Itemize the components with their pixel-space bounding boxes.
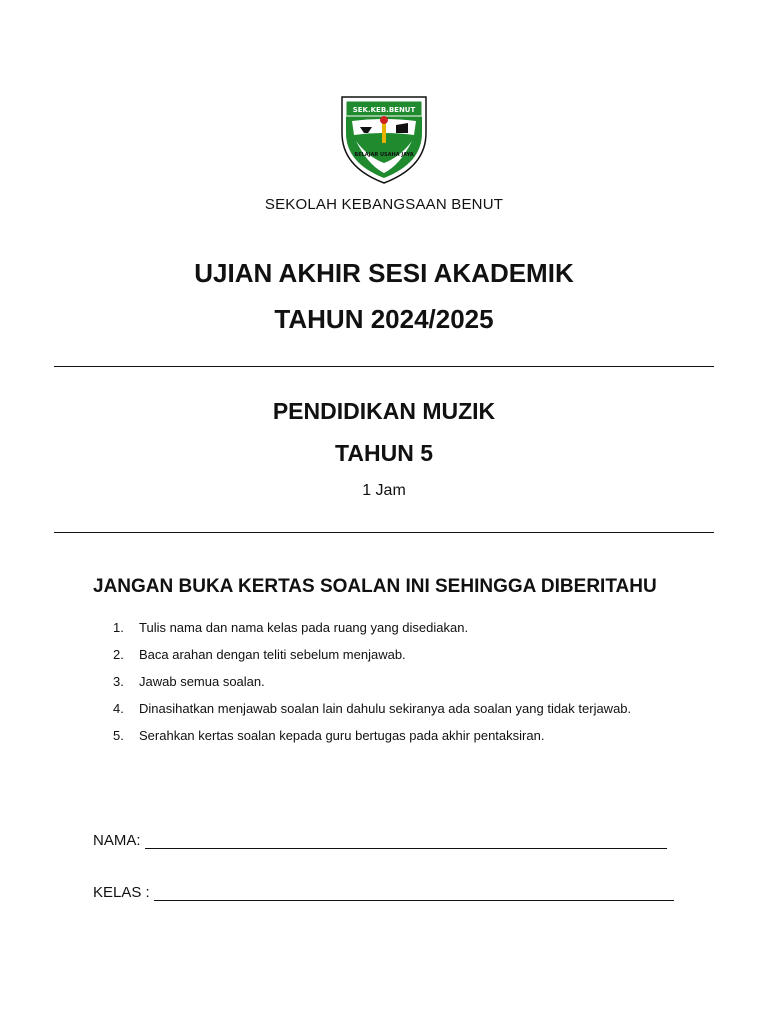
kelas-write-line[interactable] xyxy=(154,886,674,901)
kelas-field xyxy=(93,884,674,901)
instruction-number: 1. xyxy=(113,620,124,635)
school-name: SEKOLAH KEBANGSAAN BENUT xyxy=(264,196,504,213)
instruction-text: Baca arahan dengan teliti sebelum menjawab. xyxy=(139,647,406,662)
instruction-text: Serahkan kertas soalan kepada guru bertugas pada akhir pentaksiran. xyxy=(139,728,545,743)
instruction-text: Jawab semua soalan. xyxy=(139,674,265,689)
instruction-number: 4. xyxy=(113,701,124,716)
instruction-text: Tulis nama dan nama kelas pada ruang yang disediakan. xyxy=(139,620,469,635)
instruction-item xyxy=(113,620,631,647)
subject-name: PENDIDIKAN MUZIK xyxy=(272,398,496,424)
instruction-number: 2. xyxy=(113,647,124,662)
subject-year: TAHUN 5 xyxy=(335,440,433,466)
instruction-item xyxy=(113,647,631,674)
instruction-list xyxy=(113,620,631,755)
exam-duration: 1 Jam xyxy=(362,482,406,499)
warning-heading: JANGAN BUKA KERTAS SOALAN INI SEHINGGA DIBERITAHU xyxy=(93,576,657,597)
nama-field xyxy=(93,832,667,849)
school-crest-logo xyxy=(338,93,430,185)
kelas-label: KELAS : xyxy=(93,884,150,901)
instruction-item xyxy=(113,701,631,728)
exam-title-line2: TAHUN 2024/2025 xyxy=(274,304,494,334)
instruction-item xyxy=(113,674,631,701)
nama-label: NAMA: xyxy=(93,832,141,849)
instruction-number: 5. xyxy=(113,728,124,743)
exam-title-line1: UJIAN AKHIR SESI AKADEMIK xyxy=(194,258,574,288)
instruction-text: Dinasihatkan menjawab soalan lain dahulu sekiranya ada soalan yang tidak terjawab. xyxy=(139,701,632,716)
instruction-item xyxy=(113,728,631,755)
divider-top xyxy=(54,366,714,367)
nama-write-line[interactable] xyxy=(145,834,667,849)
svg-text:SEK.KEB.BENUT: SEK.KEB.BENUT xyxy=(352,106,416,114)
instruction-number: 3. xyxy=(113,674,124,689)
svg-text:BELAJAR USAHA JAYA: BELAJAR USAHA JAYA xyxy=(354,152,414,158)
divider-bottom xyxy=(54,532,714,533)
